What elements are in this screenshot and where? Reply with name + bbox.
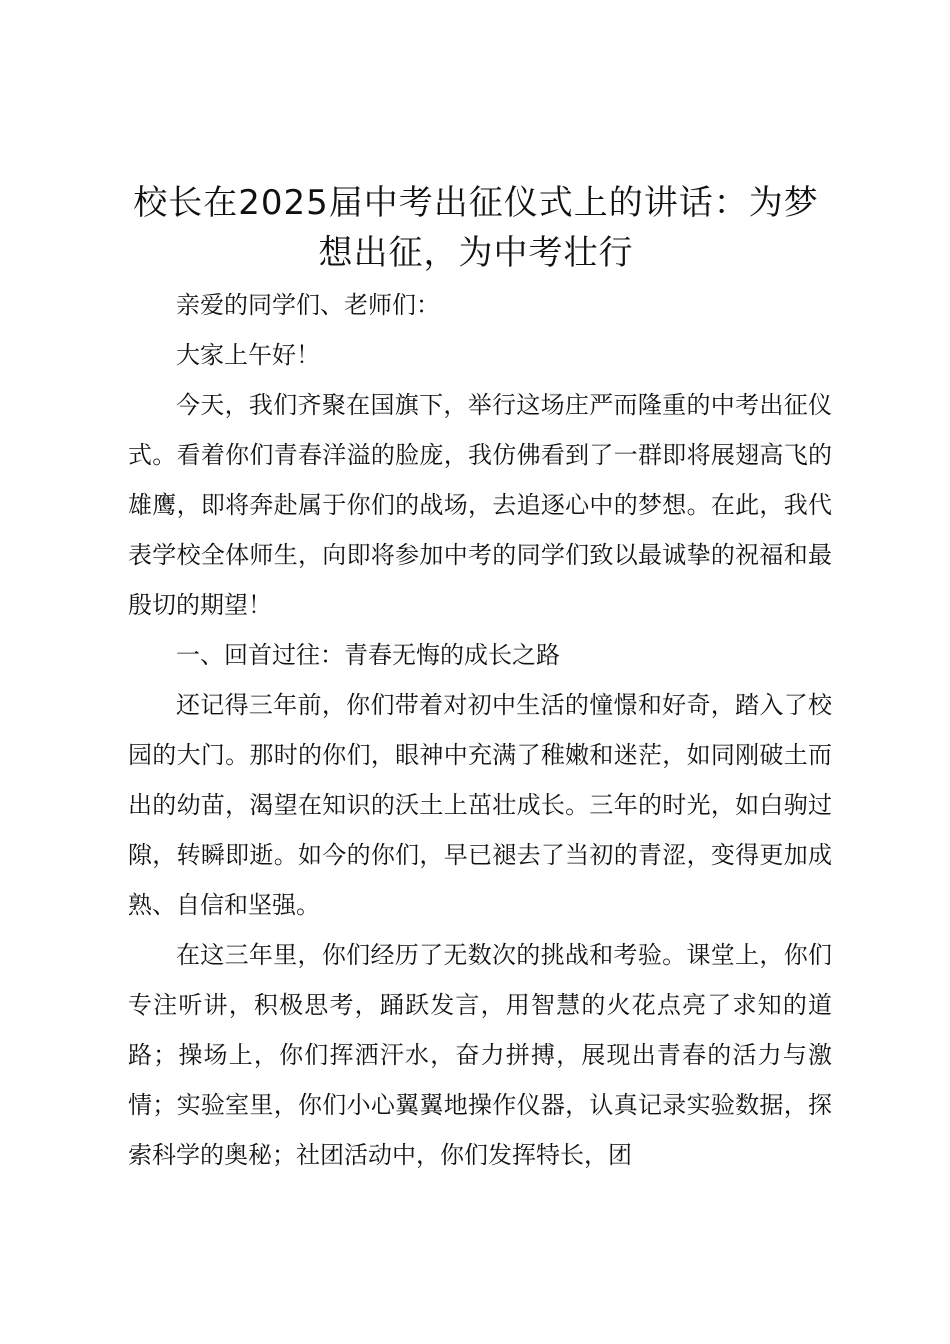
section-heading: 一、回首过往：青春无悔的成长之路: [176, 641, 560, 669]
document-title: 校长在2025届中考出征仪式上的讲话：为梦想出征，为中考壮行: [133, 183, 819, 273]
body-paragraph: 在这三年里，你们经历了无数次的挑战和考验。课堂上，你们专注听讲，积极思考，踊跃发言，用智慧的火花点亮了求知的道路；操场上，你们挥洒汗水，奋力拼搏，展现出青春的活力与激情；实验室里，你们小心翼翼地操作仪器，认真记录实验数据，探索科学的奥秘；社团活动中，你们发挥特长，团: [128, 941, 832, 1169]
greeting-paragraph: 亲爱的同学们、老师们：: [176, 291, 440, 319]
document-body: [128, 280, 832, 1180]
opening-paragraph: 今天，我们齐聚在国旗下，举行这场庄严而隆重的中考出征仪式。看着你们青春洋溢的脸庞，我仿佛看到了一群即将展翅高飞的雄鹰，即将奔赴属于你们的战场，去追逐心中的梦想。在此，我代表学校全体师生，向即将参加中考的同学们致以最诚挚的祝福和最殷切的期望！: [128, 391, 832, 619]
body-paragraph: 还记得三年前，你们带着对初中生活的憧憬和好奇，踏入了校园的大门。那时的你们，眼神中充满了稚嫩和迷茫，如同刚破土而出的幼苗，渴望在知识的沃土上茁壮成长。三年的时光，如白驹过隙，转瞬即逝。如今的你们，早已褪去了当初的青涩，变得更加成熟、自信和坚强。: [128, 691, 832, 919]
salutation-paragraph: 大家上午好！: [176, 341, 320, 369]
